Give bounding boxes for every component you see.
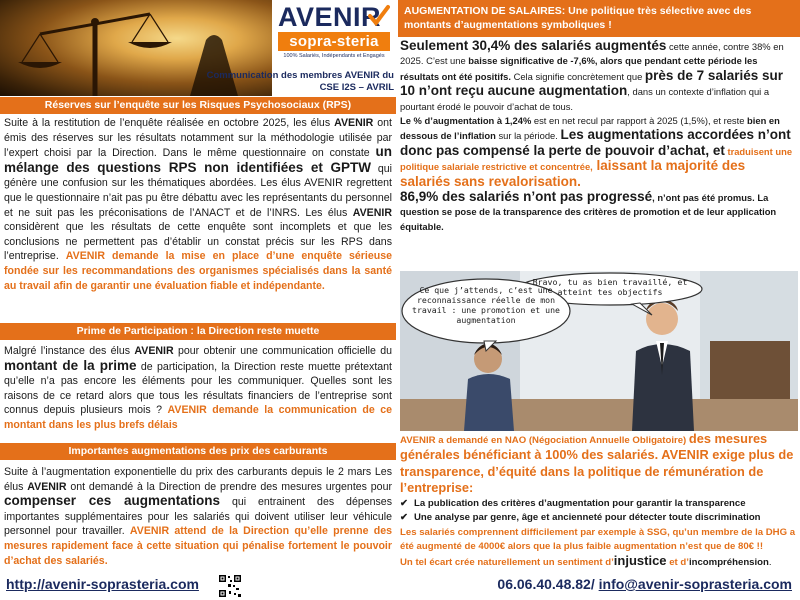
nao-check-1-label: La publication des critères d’augmentation pour garantir la transparence [414,498,746,510]
nao-check-2 [400,511,798,525]
salaires-compense: Les augmentations accordées n’ont donc pas compensé la perte de pouvoir d’achat, et [400,127,791,158]
salaires-text-4: est en net recul par rapport à 2025 (1,5%), et reste [531,115,748,127]
nao-ecart: Un tel écart crée naturellement un sentiment d’ [400,557,614,569]
salaires-politique: traduisent une politique salariale restrictive et concentrée, [400,145,793,173]
carburants-section-title: Importantes augmentations des prix des carburants [0,443,396,460]
logo-tagline: 100% Salariés, Indépendants et Engagés [283,53,385,59]
prime-demand: AVENIR demande la communication de ce montant dans les plus brefs délais [4,404,393,431]
salaires-text-3: , dans un contexte d’inflation qui a pourtant érodé le pouvoir d’achat de tous. [400,86,770,112]
prime-body [4,344,392,433]
salaires-body [400,39,798,234]
website-link[interactable]: http://avenir-soprasteria.com [6,576,199,592]
rps-section-title: Réserves sur l’enquête sur les Risques Psychosociaux (RPS) [0,97,396,114]
prime-text-3: de participation, la Direction reste muette prétextant qu’elle n’a pas encore les éléments pour les communiquer. Quelles sont les raisons de ce retard alors que tous les résultats financiers de l’entreprise sont connus depuis plusieurs mois ? [4,360,392,417]
salaires-question: La question se pose de la transparence des critères de promotion et de leur application équitable. [400,192,777,232]
salaires-text-2: Cela signifie concrètement que [510,70,645,82]
rps-text-2: ont émis des réserves sur les résultats notamment sur la méthodologie utilisée par l’expert choisi par la Direction. Dans le même questionnaire on constate [4,117,393,160]
footer-contact [497,576,792,592]
nao-body [400,432,798,571]
prime-text-2: pour obtenir une communication officielle du [173,345,392,357]
salaires-banner: AUGMENTATION DE SALAIRES: Une politique très sélective avec des montants d’augmentations symboliques ! [398,0,800,37]
employee-speech-bubble: Ce que j’attends, c’est une reconnaissance réelle de mon travail : une promotion et une augmentation [412,285,560,325]
rps-avenir-2: AVENIR [352,206,392,219]
avenir-logo [272,0,396,64]
email-link[interactable]: info@avenir-soprasteria.com [598,576,792,592]
nao-check-2-label: Une analyse par genre, âge et ancienneté pour détecter toute discrimination [414,512,761,524]
salaires-inflation: bien en dessous de l’inflation [400,115,780,142]
nao-check-1 [400,497,798,511]
prime-highlight: montant de la prime [4,357,137,373]
prime-text-1: Malgré l’instance des élus [4,345,135,357]
salaires-text-1: cette année, contre 38% en 2025. C’est une [400,41,784,67]
communication-caption [180,70,396,94]
nao-end: . [768,557,772,569]
rps-text-4: considèrent que les résultats de cette enquête sont incomplets et que les conclusions ne permettent pas d’établir un constat précis sur les RPS dans l’entreprise. [4,221,392,263]
rps-text-1: Suite à la restitution de l’enquête réalisée en octobre 2025, les élus [4,117,335,129]
nao-demand: des mesures générales bénéficiant à 100% des salariés. AVENIR exige plus de transparence, d’équité dans la politique de rémunération de l’entreprise: [400,431,794,495]
carb-text-3: qui entrainent des dépenses importantes supplémentaires pour les salariés qui doivent utiliser leur véhicule personnel pour travailler. [4,496,392,538]
footer-phone: 06.06.40.48.82/ [497,576,599,592]
prime-section-title: Prime de Participation : la Direction reste muette [0,323,396,340]
salaires-lead: Seulement 30,4% des salariés augmentés [400,38,667,53]
office-illustration [400,271,798,431]
boss-speech-bubble: Bravo, tu as bien travaillé, et atteint tes objectifs [532,277,688,297]
check-icon: ✔ [400,512,409,524]
carb-text-1: Suite à l’augmentation exponentielle du prix des carburants depuis le 2 mars Les élus [4,466,392,493]
left-column [0,0,396,572]
salaires-text-4b: sur la période. [495,130,561,142]
carb-highlight: compenser ces augmentations [4,493,221,509]
carb-text-2: ont demandé à la Direction de prendre des mesures urgentes pour [66,480,392,493]
salaires-majorite: laissant la majorité des salariés sans revalorisation. [400,158,746,189]
prime-avenir: AVENIR [134,345,174,357]
rps-body [4,116,392,293]
hero-header [0,0,396,96]
carb-demand: AVENIR attend de la Direction qu’elle prenne des mesures rapidement face à cette situation qui pénalise fortement le pouvoir d’achat des salariés. [4,525,392,567]
rps-highlight: un mélange des questions RPS non identifiées et GPTW [4,144,392,175]
rps-text-3: qui génère une confusion sur les thématiques abordées. Les élus AVENIR regrettent que le questionnaire n’ait pas pu être débattu avec les représentants du personnel et ne suit pas les préconisations de l’ANACT et de l’INRS. Les élus [4,162,392,219]
nao-intro: AVENIR a demandé en NAO (Négociation Annuelle Obligatoire) [400,435,689,446]
nao-incomprehension: incompréhension [688,557,769,569]
qr-code-icon [218,574,242,598]
salaires-pct: Le % d’augmentation à 1,24% [400,115,532,127]
rps-avenir-1: AVENIR [334,117,374,129]
right-column [398,0,800,572]
nao-injustice: injustice [613,553,667,569]
logo-sub: sopra-steria [278,32,390,51]
salaires-promo-text: , n’ont pas été promus. [652,192,755,204]
salaires-baisse: baisse significative de -7,6%, alors que pendant cette période les résultats ont été positifs. [400,55,758,82]
carb-avenir: AVENIR [27,480,67,493]
rps-demand: AVENIR demande la mise en place d’une enquête sérieuse fondée sur les recommandations des organismes spécialisés dans la santé au travail afin de garantir une évaluation fiable et indépendante. [4,250,392,292]
check-icon: ✔ [400,498,409,510]
logo-word: AVENIR [278,2,382,32]
nao-et: et d’ [666,557,689,569]
salaires-7-sur-10: près de 7 salariés sur 10 n’ont reçu aucune augmentation [400,67,783,99]
carburants-body [4,465,392,568]
communication-line-2: CSE I2S – AVRIL [319,82,394,93]
communication-line-1: Communication des membres AVENIR du [206,70,394,81]
checkmark-icon [368,4,390,26]
nao-example: Les salariés comprennent difficilement par exemple à SSG, qu’un membre de la DHG a été augmenté de 4000€ alors que la plus faible augmentation n’est que de 80€ !! [400,526,796,553]
salaires-promo: 86,9% des salariés n’ont pas progressé [400,189,653,205]
